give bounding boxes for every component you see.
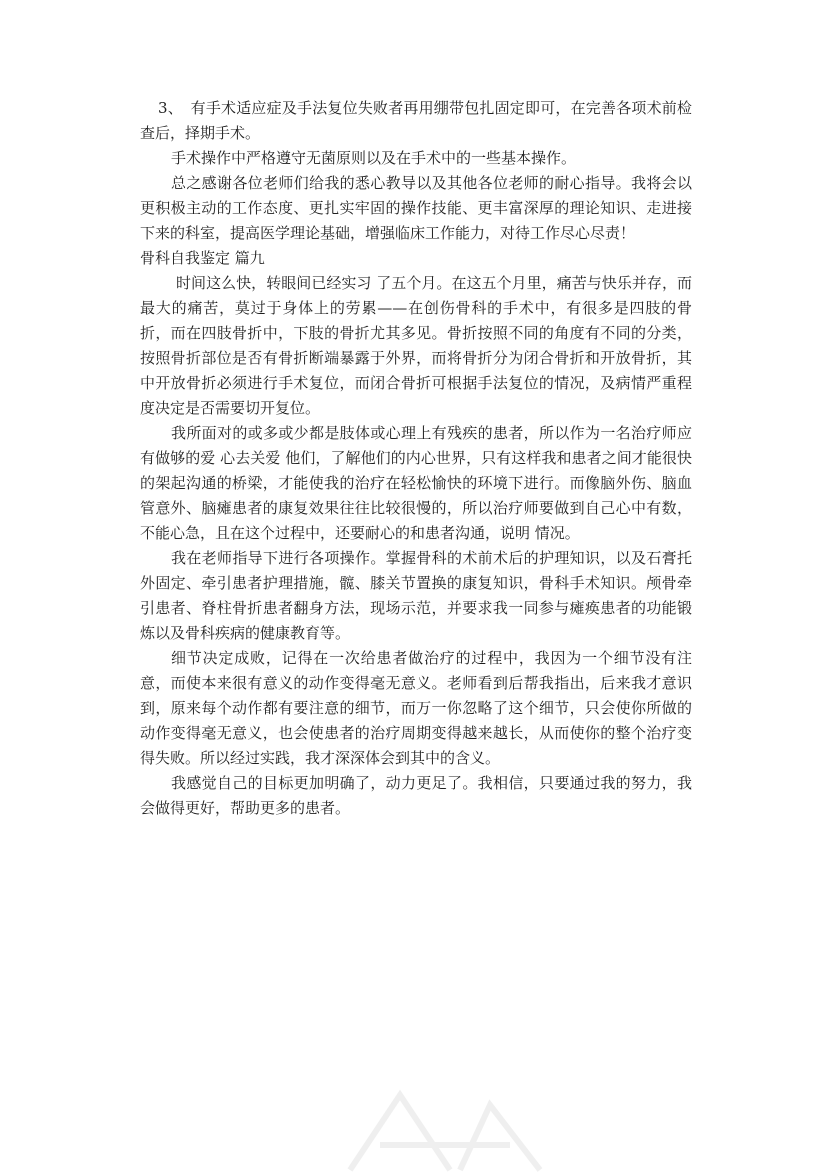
paragraph-operations: 我在老师指导下进行各项操作。掌握骨科的术前术后的护理知识，以及石膏托外固定、牵引患者护理措施，髋、膝关节置换的康复知识，骨科手术知识。颅骨牵引患者、脊柱骨折患者翻身方法，现场示范，并要求我一同参与瘫痪患者的功能锻炼以及骨科疾病的健康教育等。 [140, 549, 692, 642]
paragraph-patients: 我所面对的或多或少都是肢体或心理上有残疾的患者，所以作为一名治疗师应有做够的爱 心去关爱 他们，了解他们的内心世界，只有这样我和患者之间才能很快的架起沟通的桥梁，才能使我的治疗在轻松愉快的环境下进行。而像脑外伤、脑血管意外、脑瘫患者的康复效果往往比较很慢的，所以治疗师要做到自己心中有数，不能心急，且在这个过程中，还要耐心的和患者沟通，说明 情况。 [140, 424, 692, 542]
paragraph-surgery-indication: 3、 有手术适应症及手法复位失败者再用绷带包扎固定即可，在完善各项术前检查后，择期手术。 [140, 99, 692, 142]
paragraph-thanks: 总之感谢各位老师们给我的悉心教导以及其他各位老师的耐心指导。我将会以更积极主动的工作态度、更扎实牢固的操作技能、更丰富深厚的理论知识、走进接下来的科室，提高医学理论基础，增强临床工作能力，对待工作尽心尽责！ [140, 174, 692, 242]
paragraph-internship-intro: 时间这么快，转眼间已经实习 了五个月。在这五个月里，痛苦与快乐并存，而最大的痛苦，莫过于身体上的劳累——在创伤骨科的手术中，有很多是四肢的骨折，而在四肢骨折中，下肢的骨折尤其多见。骨折按照不同的角度有不同的分类，按照骨折部位是否有骨折断端暴露于外界，而将骨折分为闭合骨折和开放骨折，其中开放骨折必须进行手术复位，而闭合骨折可根据手法复位的情况，及病情严重程度决定是否需要切开复位。 [140, 274, 692, 417]
document-body [140, 96, 692, 821]
section-title: 骨科自我鉴定 篇九 [140, 249, 265, 267]
paragraph-details: 细节决定成败，记得在一次给患者做治疗的过程中，我因为一个细节没有注意，而使本来很有意义的动作变得毫无意义。老师看到后帮我指出，后来我才意识到，原来每个动作都有要注意的细节，而万一你忽略了这个细节，只会使你所做的动作变得毫无意义，也会使患者的治疗周期变得越来越长，从而使你的整个治疗变得失败。所以经过实践，我才深深体会到其中的含义。 [140, 649, 692, 767]
paragraph-aseptic-principle: 手术操作中严格遵守无菌原则以及在手术中的一些基本操作。 [171, 149, 577, 167]
paragraph-conclusion: 我感觉自己的目标更加明确了，动力更足了。我相信，只要通过我的努力，我会做得更好，帮助更多的患者。 [140, 774, 692, 817]
watermark-graphic [340, 1075, 550, 1175]
